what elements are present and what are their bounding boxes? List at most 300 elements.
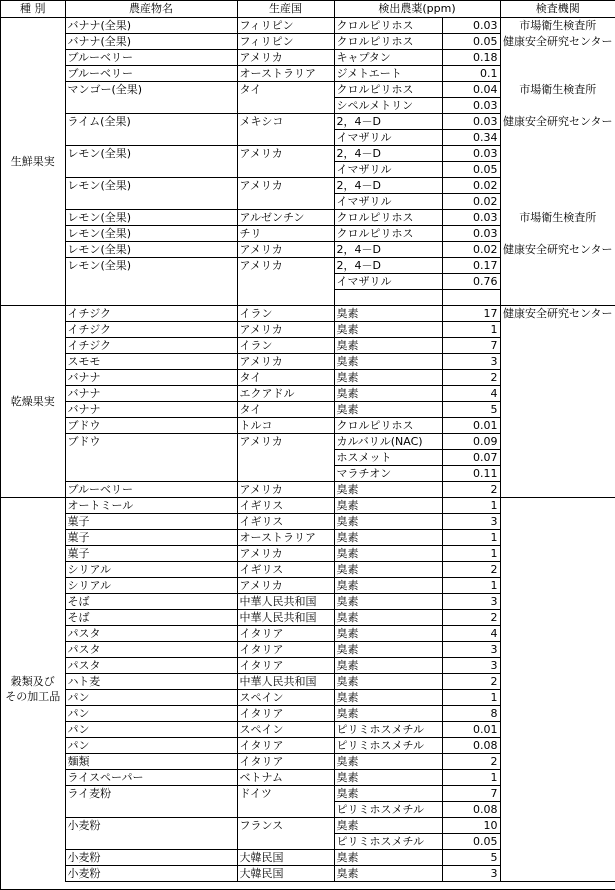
value-cell: 0.03 <box>442 17 500 33</box>
lab-cell <box>500 561 615 577</box>
pesticide-cell: 臭素 <box>334 769 442 785</box>
lab-cell <box>500 833 615 849</box>
value-cell: 3 <box>442 865 500 881</box>
pesticide-cell: キャプタン <box>334 49 442 65</box>
value-cell: 7 <box>442 785 500 801</box>
header-country: 生産国 <box>237 1 334 17</box>
country-cell: 大韓民国 <box>237 865 334 881</box>
table-row <box>1 849 615 865</box>
crop-cell: パスタ <box>65 625 237 641</box>
crop-cell: シリアル <box>65 561 237 577</box>
value-cell: 7 <box>442 337 500 353</box>
value-cell: 1 <box>442 689 500 705</box>
table-row <box>1 753 615 769</box>
country-cell: 中華人民共和国 <box>237 609 334 625</box>
lab-cell <box>500 689 615 705</box>
table-row <box>1 721 615 737</box>
table-row <box>1 241 615 257</box>
pesticide-cell: クロルピリホス <box>334 81 442 97</box>
lab-cell <box>500 705 615 721</box>
crop-cell: バナナ <box>65 401 237 417</box>
lab-cell: 市場衛生検査所 <box>519 210 597 224</box>
value-cell: 1 <box>442 497 500 513</box>
country-cell: アメリカ <box>237 545 334 561</box>
value-cell: 0.05 <box>442 833 500 849</box>
pesticide-cell: ピリミホスメチル <box>334 737 442 753</box>
crop-cell: パン <box>65 689 237 705</box>
table-row <box>1 481 615 497</box>
country-cell: アメリカ <box>237 49 334 65</box>
table-row <box>1 97 615 113</box>
value-cell: 0.03 <box>442 97 500 113</box>
lab-cell <box>500 849 615 865</box>
country-cell: タイ <box>237 369 334 385</box>
value-cell: 1 <box>442 769 500 785</box>
crop-cell: ライム(全果) <box>65 113 237 129</box>
value-cell: 0.03 <box>442 145 500 161</box>
pesticide-cell: クロルピリホス <box>334 209 442 225</box>
table-row <box>1 593 615 609</box>
value-cell: 3 <box>442 353 500 369</box>
pesticide-cell: 臭素 <box>334 497 442 513</box>
table-row <box>1 657 615 673</box>
lab-cell <box>500 449 615 465</box>
crop-cell: バナナ <box>65 369 237 385</box>
table-row <box>1 465 615 481</box>
lab-cell <box>500 529 615 545</box>
lab-cell: 市場衛生検査所 <box>519 82 597 96</box>
value-cell: 0.17 <box>442 257 500 273</box>
table-row <box>1 65 615 81</box>
country-cell: イタリア <box>237 625 334 641</box>
crop-cell <box>65 273 237 289</box>
country-cell: アメリカ <box>237 481 334 497</box>
pesticide-cell: クロルピリホス <box>334 33 442 49</box>
value-cell: 0.03 <box>442 225 500 241</box>
country-cell: イタリア <box>237 657 334 673</box>
category-label: 穀類及び <box>10 675 55 689</box>
pesticide-cell: 2，4－D <box>334 257 442 273</box>
lab-cell <box>500 433 615 449</box>
lab-cell <box>500 257 615 273</box>
table-row <box>1 561 615 577</box>
lab-cell <box>500 513 615 529</box>
crop-cell: パン <box>65 737 237 753</box>
country-cell <box>237 97 334 113</box>
pesticide-cell: 臭素 <box>334 337 442 353</box>
pesticide-cell: マラチオン <box>334 465 442 481</box>
country-cell: アメリカ <box>237 241 334 257</box>
country-cell: イタリア <box>237 753 334 769</box>
country-cell: タイ <box>237 81 334 97</box>
table-row <box>1 145 615 161</box>
table-row <box>1 577 615 593</box>
value-cell: 0.02 <box>442 241 500 257</box>
pesticide-cell <box>334 289 442 305</box>
table-row <box>1 289 615 305</box>
value-cell: 1 <box>442 545 500 561</box>
lab-cell: 市場衛生検査所 <box>519 18 597 32</box>
crop-cell: 菓子 <box>65 529 237 545</box>
lab-cell <box>500 273 615 289</box>
lab-cell <box>500 497 615 513</box>
pesticide-cell: 臭素 <box>334 673 442 689</box>
lab-cell <box>500 609 615 625</box>
country-cell: チリ <box>237 225 334 241</box>
crop-cell: イチジク <box>65 305 237 321</box>
country-cell: フランス <box>237 817 334 833</box>
lab-cell <box>500 97 615 113</box>
pesticide-cell: 臭素 <box>334 865 442 881</box>
country-cell: アメリカ <box>237 353 334 369</box>
table-row <box>1 257 615 273</box>
crop-cell: レモン(全果) <box>65 145 237 161</box>
lab-cell <box>500 65 615 81</box>
lab-cell <box>500 545 615 561</box>
pesticide-cell: 臭素 <box>334 753 442 769</box>
pesticide-cell: 臭素 <box>334 513 442 529</box>
lab-cell <box>500 721 615 737</box>
category-cell <box>1 497 65 881</box>
crop-cell: 菓子 <box>65 545 237 561</box>
pesticide-cell: イマザリル <box>334 161 442 177</box>
country-cell: スペイン <box>237 721 334 737</box>
table-row <box>1 161 615 177</box>
crop-cell: マンゴー(全果) <box>65 81 237 97</box>
crop-cell: パスタ <box>65 641 237 657</box>
country-cell <box>237 833 334 849</box>
lab-cell <box>500 369 615 385</box>
table-row <box>1 177 615 193</box>
table-row <box>1 81 615 97</box>
crop-cell: ブルーベリー <box>65 481 237 497</box>
country-cell: イギリス <box>237 497 334 513</box>
lab-cell <box>500 785 615 801</box>
value-cell: 4 <box>442 385 500 401</box>
table-row <box>1 817 615 833</box>
lab-cell <box>500 353 615 369</box>
table-row <box>1 737 615 753</box>
value-cell: 0.08 <box>442 801 500 817</box>
lab-cell <box>500 801 615 817</box>
value-cell: 0.04 <box>442 81 500 97</box>
country-cell: タイ <box>237 401 334 417</box>
crop-cell: レモン(全果) <box>65 257 237 273</box>
pesticide-cell: 臭素 <box>334 609 442 625</box>
country-cell: アメリカ <box>237 433 334 449</box>
country-cell: フィリピン <box>237 17 334 33</box>
value-cell: 1 <box>442 529 500 545</box>
crop-cell <box>65 129 237 145</box>
value-cell: 3 <box>442 641 500 657</box>
pesticide-cell: 臭素 <box>334 593 442 609</box>
value-cell: 2 <box>442 673 500 689</box>
lab-cell <box>500 161 615 177</box>
pesticide-cell: 2，4－D <box>334 241 442 257</box>
table-row <box>1 417 615 433</box>
value-cell: 2 <box>442 369 500 385</box>
table-row <box>1 129 615 145</box>
table-row <box>1 449 615 465</box>
crop-cell: 麺類 <box>65 753 237 769</box>
crop-cell: ブルーベリー <box>65 49 237 65</box>
country-cell <box>237 161 334 177</box>
value-cell: 5 <box>442 849 500 865</box>
table-row <box>1 785 615 801</box>
crop-cell <box>65 833 237 849</box>
country-cell: ベトナム <box>237 769 334 785</box>
pesticide-cell: 臭素 <box>334 321 442 337</box>
lab-cell <box>500 417 615 433</box>
lab-cell <box>500 865 615 881</box>
lab-cell <box>500 817 615 833</box>
pesticide-cell: 臭素 <box>334 817 442 833</box>
value-cell: 0.05 <box>442 33 500 49</box>
pesticide-cell: 臭素 <box>334 641 442 657</box>
pesticide-cell: 臭素 <box>334 849 442 865</box>
pesticide-residue-table <box>1 1 615 882</box>
pesticide-cell: クロルピリホス <box>334 417 442 433</box>
country-cell: イギリス <box>237 561 334 577</box>
country-cell <box>237 129 334 145</box>
crop-cell: オートミール <box>65 497 237 513</box>
pesticide-cell: クロルピリホス <box>334 225 442 241</box>
country-cell: メキシコ <box>237 113 334 129</box>
country-cell: イラン <box>237 305 334 321</box>
country-cell <box>237 193 334 209</box>
crop-cell <box>65 801 237 817</box>
pesticide-cell: 臭素 <box>334 369 442 385</box>
country-cell: アルゼンチン <box>237 209 334 225</box>
crop-cell: スモモ <box>65 353 237 369</box>
lab-cell <box>500 593 615 609</box>
crop-cell: レモン(全果) <box>65 177 237 193</box>
table-row <box>1 369 615 385</box>
crop-cell: パン <box>65 705 237 721</box>
country-cell <box>237 465 334 481</box>
table-row <box>1 33 615 49</box>
crop-cell: バナナ(全果) <box>65 33 237 49</box>
crop-cell <box>65 97 237 113</box>
lab-cell: 健康安全研究センター <box>502 242 613 256</box>
table-row <box>1 401 615 417</box>
table-row <box>1 609 615 625</box>
country-cell: アメリカ <box>237 257 334 273</box>
country-cell: トルコ <box>237 417 334 433</box>
pesticide-cell: イマザリル <box>334 193 442 209</box>
country-cell: オーストラリア <box>237 65 334 81</box>
value-cell: 2 <box>442 481 500 497</box>
value-cell: 0.1 <box>442 65 500 81</box>
table-row <box>1 17 615 33</box>
crop-cell: バナナ(全果) <box>65 17 237 33</box>
lab-cell <box>500 673 615 689</box>
value-cell: 1 <box>442 321 500 337</box>
table-row <box>1 513 615 529</box>
lab-cell <box>500 289 615 305</box>
header-lab: 検査機関 <box>500 1 615 17</box>
category-cell <box>1 305 65 497</box>
header-crop: 農産物名 <box>65 1 237 17</box>
lab-cell <box>500 337 615 353</box>
pesticide-cell: イマザリル <box>334 129 442 145</box>
pesticide-cell: ジメトエート <box>334 65 442 81</box>
value-cell: 0.02 <box>442 177 500 193</box>
value-cell: 2 <box>442 609 500 625</box>
pesticide-cell: 臭素 <box>334 545 442 561</box>
pesticide-cell: 2，4－D <box>334 113 442 129</box>
lab-cell <box>500 401 615 417</box>
country-cell: アメリカ <box>237 321 334 337</box>
country-cell: エクアドル <box>237 385 334 401</box>
crop-cell <box>65 193 237 209</box>
lab-cell <box>500 625 615 641</box>
lab-cell <box>500 225 615 241</box>
lab-cell <box>500 129 615 145</box>
lab-cell <box>500 641 615 657</box>
pesticide-cell: ホスメット <box>334 449 442 465</box>
value-cell: 5 <box>442 401 500 417</box>
table-row <box>1 49 615 65</box>
table-row <box>1 545 615 561</box>
table-row <box>1 305 615 321</box>
crop-cell: ハト麦 <box>65 673 237 689</box>
crop-cell: 菓子 <box>65 513 237 529</box>
value-cell: 3 <box>442 657 500 673</box>
lab-cell <box>500 177 615 193</box>
table-row <box>1 801 615 817</box>
header-pesticide: 検出農薬(ppm) <box>334 1 500 17</box>
pesticide-cell: イマザリル <box>334 273 442 289</box>
country-cell: ドイツ <box>237 785 334 801</box>
country-cell: 大韓民国 <box>237 849 334 865</box>
country-cell: 中華人民共和国 <box>237 593 334 609</box>
value-cell: 4 <box>442 625 500 641</box>
lab-cell <box>500 769 615 785</box>
value-cell: 8 <box>442 705 500 721</box>
lab-cell <box>500 465 615 481</box>
pesticide-cell: 臭素 <box>334 353 442 369</box>
crop-cell: パン <box>65 721 237 737</box>
value-cell: 0.01 <box>442 721 500 737</box>
table-row <box>1 433 615 449</box>
value-cell: 0.03 <box>442 113 500 129</box>
country-cell: イタリア <box>237 737 334 753</box>
crop-cell: シリアル <box>65 577 237 593</box>
table-body <box>1 17 615 881</box>
value-cell: 2 <box>442 561 500 577</box>
table-row <box>1 225 615 241</box>
table-row <box>1 497 615 513</box>
value-cell: 0.08 <box>442 737 500 753</box>
pesticide-cell: ピリミホスメチル <box>334 721 442 737</box>
crop-cell: ブドウ <box>65 433 237 449</box>
value-cell: 0.18 <box>442 49 500 65</box>
lab-cell <box>500 753 615 769</box>
value-cell: 1 <box>442 577 500 593</box>
crop-cell <box>65 449 237 465</box>
pesticide-cell: 2，4－D <box>334 177 442 193</box>
lab-cell <box>500 321 615 337</box>
table-row <box>1 673 615 689</box>
header-row <box>1 1 615 17</box>
country-cell: フィリピン <box>237 33 334 49</box>
crop-cell: 小麦粉 <box>65 865 237 881</box>
pesticide-cell: 臭素 <box>334 305 442 321</box>
lab-cell <box>500 737 615 753</box>
country-cell: オーストラリア <box>237 529 334 545</box>
table-row <box>1 641 615 657</box>
value-cell: 0.01 <box>442 417 500 433</box>
country-cell: イタリア <box>237 641 334 657</box>
crop-cell: ブルーベリー <box>65 65 237 81</box>
pesticide-cell: 2，4－D <box>334 145 442 161</box>
country-cell <box>237 801 334 817</box>
crop-cell <box>65 465 237 481</box>
pesticide-cell: ピリミホスメチル <box>334 833 442 849</box>
table-row <box>1 353 615 369</box>
value-cell: 0.05 <box>442 161 500 177</box>
crop-cell <box>65 289 237 305</box>
lab-cell <box>500 657 615 673</box>
table-row <box>1 209 615 225</box>
pesticide-cell: 臭素 <box>334 705 442 721</box>
table-row <box>1 193 615 209</box>
country-cell <box>237 273 334 289</box>
lab-cell <box>500 193 615 209</box>
country-cell: アメリカ <box>237 177 334 193</box>
crop-cell: イチジク <box>65 337 237 353</box>
value-cell: 0.03 <box>442 209 500 225</box>
table-row <box>1 625 615 641</box>
crop-cell: 小麦粉 <box>65 849 237 865</box>
category-label: 生鮮果実 <box>10 154 55 168</box>
table-row <box>1 113 615 129</box>
crop-cell: レモン(全果) <box>65 241 237 257</box>
pesticide-cell: 臭素 <box>334 385 442 401</box>
country-cell: イタリア <box>237 705 334 721</box>
header-category: 種 別 <box>1 1 65 17</box>
value-cell: 0.02 <box>442 193 500 209</box>
value-cell: 2 <box>442 753 500 769</box>
pesticide-cell: 臭素 <box>334 657 442 673</box>
crop-cell: そば <box>65 593 237 609</box>
pesticide-cell: 臭素 <box>334 577 442 593</box>
value-cell: 0.34 <box>442 129 500 145</box>
pesticide-cell: 臭素 <box>334 625 442 641</box>
table-row <box>1 529 615 545</box>
lab-cell <box>500 385 615 401</box>
crop-cell: バナナ <box>65 385 237 401</box>
pesticide-cell: 臭素 <box>334 401 442 417</box>
pesticide-cell: カルバリル(NAC) <box>334 433 442 449</box>
pesticide-cell: 臭素 <box>334 785 442 801</box>
table-row <box>1 769 615 785</box>
value-cell: 17 <box>442 305 500 321</box>
crop-cell: そば <box>65 609 237 625</box>
pesticide-cell: 臭素 <box>334 561 442 577</box>
category-label: その加工品 <box>5 690 61 704</box>
table-row <box>1 865 615 881</box>
pesticide-cell: クロルピリホス <box>334 17 442 33</box>
value-cell: 3 <box>442 593 500 609</box>
crop-cell: ライスペーパー <box>65 769 237 785</box>
crop-cell: ブドウ <box>65 417 237 433</box>
value-cell: 0.09 <box>442 433 500 449</box>
table-row <box>1 689 615 705</box>
crop-cell: ライ麦粉 <box>65 785 237 801</box>
value-cell: 3 <box>442 513 500 529</box>
